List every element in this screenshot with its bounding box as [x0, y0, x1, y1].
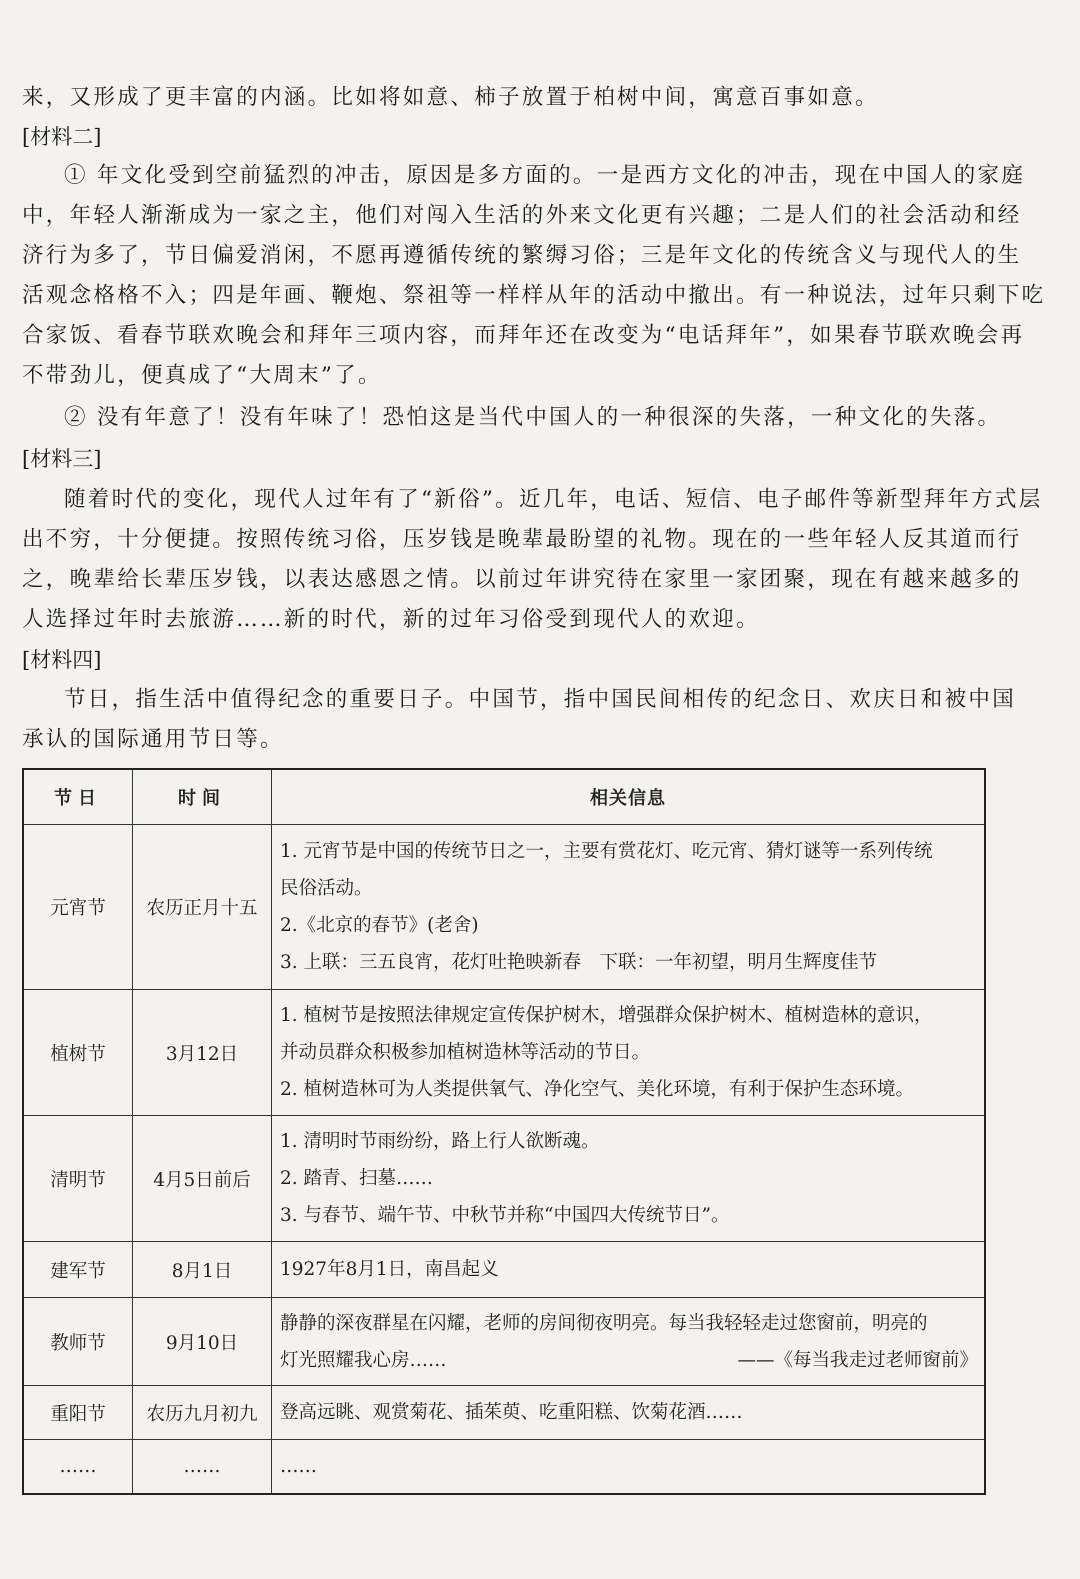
festival-name: 重阳节: [23, 1386, 133, 1440]
festival-name: 植树节: [23, 990, 133, 1116]
festival-info: [272, 1440, 986, 1494]
info-line: 1927年8月1日，南昌起义: [280, 1259, 499, 1280]
info-line-with-source: [280, 1342, 978, 1379]
material-2-para-2: ② 没有年意了！没有年味了！恐怕这是当代中国人的一种很深的失落，一种文化的失落。: [64, 405, 1002, 430]
material-3-line: 之，晚辈给长辈压岁钱，以表达感恩之情。以前过年讲究待在家里一家团聚，现在有越来越多的: [22, 567, 1022, 592]
info-line: 1. 植树节是按照法律规定宣传保护树木，增强群众保护树木、植树造林的意识，: [280, 1005, 933, 1026]
festival-name: 建军节: [23, 1242, 133, 1298]
material-2-heading: [材料二]: [22, 125, 102, 149]
festival-info: [272, 990, 986, 1116]
material-4-line: 承认的国际通用节日等。: [22, 727, 284, 752]
festival-info: [272, 1242, 986, 1298]
quote-source: ——《每当我走过老师窗前》: [737, 1349, 978, 1371]
festival-name: 教师节: [23, 1298, 133, 1386]
table-row: [23, 825, 985, 990]
table-header-row: [23, 769, 985, 825]
info-line: 2. 踏青、扫墓……: [280, 1168, 434, 1189]
header-info: 相关信息: [272, 769, 986, 825]
header-time: 时间: [133, 769, 272, 825]
info-line: 2.《北京的春节》(老舍): [280, 915, 479, 936]
festival-name: 清明节: [23, 1116, 133, 1242]
table-row: [23, 1242, 985, 1298]
info-line: 静静的深夜群星在闪耀，老师的房间彻夜明亮。每当我轻轻走过您窗前，明亮的: [280, 1312, 928, 1334]
festival-time: 4月5日前后: [133, 1116, 272, 1242]
festival-info: [272, 1298, 986, 1386]
material-3-line: 出不穷，十分便捷。按照传统习俗，压岁钱是晚辈最盼望的礼物。现在的一些年轻人反其道而行: [22, 527, 1022, 552]
info-line: 灯光照耀我心房……: [280, 1349, 447, 1371]
material-3-line: 人选择过年时去旅游……新的时代，新的过年习俗受到现代人的欢迎。: [22, 607, 760, 632]
festival-time: 3月12日: [133, 990, 272, 1116]
info-line: 1. 元宵节是中国的传统节日之一，主要有赏花灯、吃元宵、猜灯谜等一系列传统: [280, 841, 933, 862]
festival-name: 元宵节: [23, 825, 133, 990]
info-line: 3. 上联：三五良宵，花灯吐艳映新春 下联：一年初望，明月生辉度佳节: [280, 952, 878, 973]
table-row: [23, 990, 985, 1116]
festival-info: [272, 1116, 986, 1242]
festival-table: [22, 768, 986, 1495]
material-2-line: ① 年文化受到空前猛烈的冲击，原因是多方面的。一是西方文化的冲击，现在中国人的家庭: [64, 163, 1026, 188]
info-line: ……: [280, 1455, 317, 1477]
material-2-line: 合家饭、看春节联欢晚会和拜年三项内容，而拜年还在改变为“电话拜年”，如果春节联欢晚会再: [22, 323, 1025, 348]
table-row: [23, 1298, 985, 1386]
material-4-heading: [材料四]: [22, 648, 102, 672]
material-2-line: 活观念格格不入；四是年画、鞭炮、祭祖等一样样从年的活动中撤出。有一种说法，过年只剩下吃: [22, 283, 1046, 308]
material-2-line: 济行为多了，节日偏爱消闲，不愿再遵循传统的繁缛习俗；三是年文化的传统含义与现代人的生: [22, 243, 1022, 268]
info-line: 并动员群众积极参加植树造林等活动的节日。: [280, 1042, 651, 1063]
festival-time: 农历正月十五: [133, 825, 272, 990]
material-3-line: 随着时代的变化，现代人过年有了“新俗”。近几年，电话、短信、电子邮件等新型拜年方式层: [64, 487, 1043, 512]
material-4-line: 节日，指生活中值得纪念的重要日子。中国节，指中国民间相传的纪念日、欢庆日和被中国: [64, 687, 1017, 712]
festival-time: ……: [133, 1440, 272, 1494]
material-3-heading: [材料三]: [22, 447, 102, 471]
info-line: 民俗活动。: [280, 878, 373, 899]
info-line: 2. 植树造林可为人类提供氧气、净化空气、美化环境，有利于保护生态环境。: [280, 1079, 915, 1100]
info-line: 登高远眺、观赏菊花、插茱萸、吃重阳糕、饮菊花酒……: [280, 1402, 743, 1423]
festival-time: 8月1日: [133, 1242, 272, 1298]
material-2-line: 中，年轻人渐渐成为一家之主，他们对闯入生活的外来文化更有兴趣；二是人们的社会活动和经: [22, 203, 1022, 228]
festival-info: [272, 825, 986, 990]
table-row: [23, 1116, 985, 1242]
festival-name: ……: [23, 1440, 133, 1494]
header-festival: 节日: [23, 769, 133, 825]
festival-time: 农历九月初九: [133, 1386, 272, 1440]
continuation-line: 来，又形成了更丰富的内涵。比如将如意、柿子放置于柏树中间，寓意百事如意。: [22, 85, 879, 110]
festival-info: [272, 1386, 986, 1440]
info-line: 1. 清明时节雨纷纷，路上行人欲断魂。: [280, 1131, 600, 1152]
table-row: [23, 1386, 985, 1440]
info-line: 3. 与春节、端午节、中秋节并称“中国四大传统节日”。: [280, 1205, 730, 1226]
material-2-line: 不带劲儿，便真成了“大周末”了。: [22, 363, 382, 388]
table-row: [23, 1440, 985, 1494]
festival-time: 9月10日: [133, 1298, 272, 1386]
